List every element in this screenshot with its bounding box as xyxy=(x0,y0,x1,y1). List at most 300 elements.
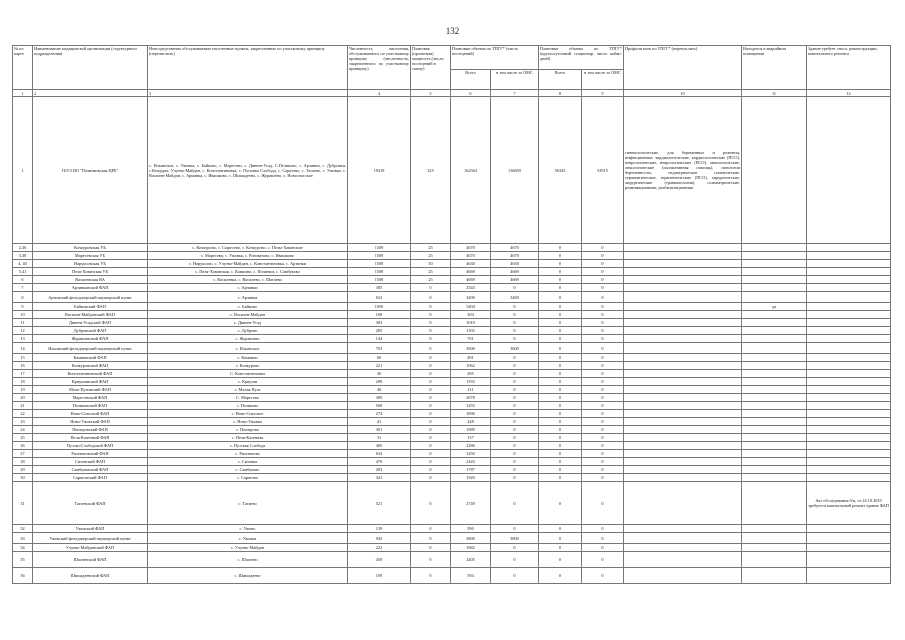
cell-visits-total: 1555 xyxy=(451,378,491,386)
cell-bed-profiles xyxy=(624,327,742,335)
cell-emergency xyxy=(742,544,807,552)
cell-num: 8 xyxy=(13,292,33,303)
cell-name: Арзинковский ФАП xyxy=(33,284,148,292)
cell-capacity: 0 xyxy=(411,394,451,402)
cell-visits-total: 2749 xyxy=(451,482,491,525)
cell-beddays-total: 0 xyxy=(539,458,582,466)
cell-num: 23 xyxy=(13,418,33,426)
cell-visits-oms: 0 xyxy=(491,426,539,434)
header-cell: Всего xyxy=(539,70,582,90)
cell-name: Ильинский фельдшерский-акушерский пункт xyxy=(33,343,148,354)
cell-emergency xyxy=(742,568,807,584)
cell-places: с. Тагаево xyxy=(148,482,348,525)
cell-capacity: 0 xyxy=(411,442,451,450)
cell-capacity: 0 xyxy=(411,458,451,466)
cell-emergency xyxy=(742,450,807,458)
cell-places: С. Маресево xyxy=(148,394,348,402)
table-row xyxy=(13,426,891,434)
cell-capacity: 0 xyxy=(411,354,451,362)
cell-visits-total: 248 xyxy=(451,418,491,426)
cell-visits-total: 5404 xyxy=(451,303,491,311)
cell-beddays-total: 0 xyxy=(539,370,582,378)
cell-bed-profiles xyxy=(624,418,742,426)
cell-population: 1050 xyxy=(348,303,411,311)
cell-bed-profiles xyxy=(624,442,742,450)
header-cell: Всего xyxy=(451,70,491,90)
cell-repair xyxy=(807,343,891,354)
cell-visits-total: 1920 xyxy=(451,474,491,482)
table-row xyxy=(13,252,891,260)
cell-name: Саратовский ФАП xyxy=(33,474,148,482)
cell-visits-oms: 0 xyxy=(491,319,539,327)
cell-num: 21 xyxy=(13,402,33,410)
cell-beddays-total: 0 xyxy=(539,442,582,450)
cell-population: 521 xyxy=(348,482,411,525)
cell-repair xyxy=(807,458,891,466)
cell-capacity: 0 xyxy=(411,343,451,354)
cell-bed-profiles xyxy=(624,343,742,354)
cell-bed-profiles xyxy=(624,276,742,284)
cell-name: Кочкуровская УБ xyxy=(33,244,148,252)
cell-num: 12 xyxy=(13,327,33,335)
cell-capacity: 0 xyxy=(411,426,451,434)
column-number: 7 xyxy=(491,90,539,97)
cell-beddays-oms: 0 xyxy=(582,474,624,482)
cell-capacity: 0 xyxy=(411,552,451,568)
cell-visits-oms: 4670 xyxy=(491,252,539,260)
cell-population: 400 xyxy=(348,442,411,450)
cell-places: с. Саратово xyxy=(148,474,348,482)
cell-capacity: 0 xyxy=(411,402,451,410)
cell-beddays-oms: 0 xyxy=(582,319,624,327)
cell-name: Пеликовский ФАП xyxy=(33,402,148,410)
cell-name: Шишадеевский ФАП xyxy=(33,568,148,584)
cell-num: 9 xyxy=(13,303,33,311)
table-row xyxy=(13,268,891,276)
cell-num: 4, 40 xyxy=(13,260,33,268)
cell-capacity: 25 xyxy=(411,276,451,284)
cell-emergency xyxy=(742,525,807,533)
cell-num: 26 xyxy=(13,442,33,450)
cell-capacity: 0 xyxy=(411,311,451,319)
cell-beddays-oms: 0 xyxy=(582,327,624,335)
cell-visits-oms: 0 xyxy=(491,327,539,335)
cell-population: 60 xyxy=(348,354,411,362)
cell-emergency xyxy=(742,284,807,292)
cell-num: 24 xyxy=(13,426,33,434)
cell-repair xyxy=(807,426,891,434)
table-row xyxy=(13,533,891,544)
cell-repair xyxy=(807,327,891,335)
cell-emergency xyxy=(742,458,807,466)
cell-emergency xyxy=(742,418,807,426)
cell-visits-total: 304 xyxy=(451,311,491,319)
cell-visits-total: 157 xyxy=(451,434,491,442)
cell-emergency xyxy=(742,268,807,276)
cell-population: 139 xyxy=(348,525,411,533)
cell-emergency xyxy=(742,260,807,268)
cell-places: с. Байково xyxy=(148,303,348,311)
cell-visits-oms: 4630 xyxy=(491,260,539,268)
cell-beddays-total: 0 xyxy=(539,362,582,370)
cell-places: с. Учуево-Майдан xyxy=(148,544,348,552)
cell-num: 31 xyxy=(13,482,33,525)
cell-num: 7 xyxy=(13,284,33,292)
cell-capacity: 325 xyxy=(411,97,451,244)
cell-places: с. Дивеев-Усад xyxy=(148,319,348,327)
cell-repair xyxy=(807,544,891,552)
cell-repair xyxy=(807,568,891,584)
cell-name: Журавлевский ФАП xyxy=(33,335,148,343)
cell-beddays-total: 0 xyxy=(539,268,582,276)
cell-name: Ужовский ФАП xyxy=(33,525,148,533)
cell-repair xyxy=(807,276,891,284)
cell-visits-total: 2405 xyxy=(451,552,491,568)
cell-capacity: 0 xyxy=(411,533,451,544)
cell-bed-profiles: гинекологические, для беременных и рожениц, инфекционные, кардиологические, кардиологические (ПСО), неврологические, неврологические (ПСО), онкологические, онкологические (паллиативная помощь), патологии беременности, педиатрические соматические, терапевтические, терапевтические (ПСО), хирургические, хирургические (травматология), психиатрические, реанимационные, реабилитационные xyxy=(624,97,742,244)
cell-beddays-total: 0 xyxy=(539,303,582,311)
cell-places: с. Ново-Ужовка xyxy=(148,418,348,426)
cell-beddays-total: 0 xyxy=(539,426,582,434)
cell-places: с. Кочкурово, с. Сыресево, с. Кочкурово, с. Пелы-Хованские xyxy=(148,244,348,252)
cell-places: с. Ризоватово xyxy=(148,450,348,458)
column-number: 3 xyxy=(148,90,348,97)
cell-beddays-total: 0 xyxy=(539,354,582,362)
cell-bed-profiles xyxy=(624,378,742,386)
cell-beddays-oms: 0 xyxy=(582,544,624,552)
cell-capacity: 0 xyxy=(411,525,451,533)
cell-places: с. Дуброво xyxy=(148,327,348,335)
cell-capacity: 25 xyxy=(411,268,451,276)
cell-name: Дивеев-Усадский ФАП xyxy=(33,319,148,327)
cell-visits-total: 2443 xyxy=(451,458,491,466)
cell-emergency xyxy=(742,276,807,284)
cell-name: Ризоватовский ФАП xyxy=(33,450,148,458)
cell-emergency xyxy=(742,442,807,450)
cell-num: 14 xyxy=(13,343,33,354)
cell-num: 18 xyxy=(13,378,33,386)
table-row xyxy=(13,466,891,474)
cell-beddays-oms: 0 xyxy=(582,378,624,386)
cell-visits-oms: 0 xyxy=(491,362,539,370)
cell-beddays-oms: 0 xyxy=(582,244,624,252)
cell-beddays-total: 0 xyxy=(539,450,582,458)
cell-emergency xyxy=(742,466,807,474)
cell-repair xyxy=(807,260,891,268)
cell-num: 10 xyxy=(13,311,33,319)
cell-visits-oms: 0 xyxy=(491,410,539,418)
cell-emergency xyxy=(742,292,807,303)
table-row xyxy=(13,343,891,354)
cell-beddays-oms: 0 xyxy=(582,276,624,284)
table-row xyxy=(13,450,891,458)
cell-capacity: 0 xyxy=(411,410,451,418)
cell-emergency xyxy=(742,335,807,343)
cell-name: Пеля-Казенный ФАП xyxy=(33,434,148,442)
cell-name: Самбуковский ФАП xyxy=(33,466,148,474)
cell-visits-oms: 0 xyxy=(491,335,539,343)
cell-visits-total: 1890 xyxy=(451,410,491,418)
cell-visits-oms: 0 xyxy=(491,303,539,311)
cell-beddays-total: 0 xyxy=(539,319,582,327)
cell-beddays-oms: 0 xyxy=(582,568,624,584)
cell-visits-oms: 4669 xyxy=(491,276,539,284)
cell-repair xyxy=(807,466,891,474)
cell-beddays-oms: 0 xyxy=(582,292,624,303)
cell-visits-oms: 0 xyxy=(491,394,539,402)
cell-repair xyxy=(807,252,891,260)
cell-num: 27 xyxy=(13,450,33,458)
cell-beddays-total: 56345 xyxy=(539,97,582,244)
cell-visits-total: 1682 xyxy=(451,544,491,552)
cell-name: Мало-Пузинский ФАП xyxy=(33,386,148,394)
cell-population: 283 xyxy=(348,466,411,474)
cell-capacity: 0 xyxy=(411,474,451,482)
cell-capacity: 0 xyxy=(411,335,451,343)
cell-places: с. Пеликово xyxy=(148,402,348,410)
column-number: 12 xyxy=(807,90,891,97)
cell-beddays-total: 0 xyxy=(539,343,582,354)
cell-num: 13 xyxy=(13,335,33,343)
table-row xyxy=(13,386,891,394)
cell-name: Арзинский фельдшерский-акушерский пункт xyxy=(33,292,148,303)
cell-beddays-total: 0 xyxy=(539,568,582,584)
table-row xyxy=(13,276,891,284)
cell-repair xyxy=(807,362,891,370)
cell-visits-total: 3250 xyxy=(451,450,491,458)
cell-population: 41 xyxy=(348,418,411,426)
column-number: 9 xyxy=(582,90,624,97)
cell-population: 385 xyxy=(348,284,411,292)
cell-repair xyxy=(807,354,891,362)
cell-places: с. Маресево, с. Ужовка, с. Ризоватово, с. Ивашково xyxy=(148,252,348,260)
cell-emergency xyxy=(742,319,807,327)
cell-bed-profiles xyxy=(624,319,742,327)
cell-visits-total: 2543 xyxy=(451,284,491,292)
cell-visits-oms: 3600 xyxy=(491,343,539,354)
cell-capacity: 0 xyxy=(411,450,451,458)
cell-name: Ситовский ФАП xyxy=(33,458,148,466)
cell-beddays-oms: 0 xyxy=(582,370,624,378)
cell-bed-profiles xyxy=(624,544,742,552)
cell-emergency xyxy=(742,244,807,252)
cell-places: с. Василевка, с. Василево, с. Шагаево xyxy=(148,276,348,284)
cell-population: 144 xyxy=(348,335,411,343)
cell-beddays-oms: 0 xyxy=(582,268,624,276)
column-number: 2 xyxy=(33,90,148,97)
cell-bed-profiles xyxy=(624,311,742,319)
cell-beddays-total: 0 xyxy=(539,410,582,418)
cell-emergency xyxy=(742,434,807,442)
cell-name: Константиновский ФАП xyxy=(33,370,148,378)
column-number: 4 xyxy=(348,90,411,97)
cell-beddays-oms: 0 xyxy=(582,552,624,568)
cell-beddays-total: 0 xyxy=(539,525,582,533)
cell-num: 15 xyxy=(13,354,33,362)
cell-bed-profiles xyxy=(624,568,742,584)
cell-visits-oms: 0 xyxy=(491,450,539,458)
cell-population: 285 xyxy=(348,327,411,335)
table-row xyxy=(13,394,891,402)
cell-beddays-total: 0 xyxy=(539,418,582,426)
cell-repair xyxy=(807,474,891,482)
cell-population: 109 xyxy=(348,568,411,584)
table-row xyxy=(13,525,891,533)
cell-visits-total: 2286 xyxy=(451,442,491,450)
cell-visits-oms: 136659 xyxy=(491,97,539,244)
cell-bed-profiles xyxy=(624,458,742,466)
cell-bed-profiles xyxy=(624,284,742,292)
facilities-table xyxy=(12,45,891,584)
cell-beddays-oms: 0 xyxy=(582,482,624,525)
cell-population: 703 xyxy=(348,343,411,354)
cell-emergency xyxy=(742,97,807,244)
table-row xyxy=(13,362,891,370)
cell-name: Ново-Ужовский ФАП xyxy=(33,418,148,426)
cell-population: 31 xyxy=(348,434,411,442)
column-number: 6 xyxy=(451,90,491,97)
cell-places: с. Наруксово, с. Учуево-Майдан, с. Константиновка, с. Арзинки xyxy=(148,260,348,268)
cell-repair xyxy=(807,335,891,343)
cell-population: 1508 xyxy=(348,260,411,268)
cell-population: 634 xyxy=(348,450,411,458)
cell-visits-total: 4669 xyxy=(451,276,491,284)
cell-beddays-oms: 0 xyxy=(582,418,624,426)
cell-capacity: 0 xyxy=(411,292,451,303)
cell-name: Кочкуровский ФАП xyxy=(33,362,148,370)
cell-repair xyxy=(807,319,891,327)
cell-bed-profiles xyxy=(624,402,742,410)
cell-emergency xyxy=(742,410,807,418)
cell-places: с. Пузская Слобода xyxy=(148,442,348,450)
cell-num: 11 xyxy=(13,319,33,327)
cell-beddays-oms: 0 xyxy=(582,525,624,533)
table-row xyxy=(13,319,891,327)
cell-visits-total: 285 xyxy=(451,370,491,378)
cell-beddays-total: 0 xyxy=(539,284,582,292)
cell-emergency xyxy=(742,386,807,394)
cell-visits-total: 491 xyxy=(451,354,491,362)
cell-places: с. Ужовка xyxy=(148,533,348,544)
cell-beddays-oms: 0 xyxy=(582,466,624,474)
cell-bed-profiles xyxy=(624,292,742,303)
cell-name: Пузско-Слободской ФАП xyxy=(33,442,148,450)
cell-name: Пеля-Хованская УБ xyxy=(33,268,148,276)
cell-bed-profiles xyxy=(624,525,742,533)
cell-emergency xyxy=(742,426,807,434)
column-number: 10 xyxy=(624,90,742,97)
table-row xyxy=(13,418,891,426)
cell-name: Василев-Майданский ФАП xyxy=(33,311,148,319)
cell-beddays-total: 0 xyxy=(539,394,582,402)
cell-beddays-total: 0 xyxy=(539,260,582,268)
cell-repair xyxy=(807,410,891,418)
cell-repair xyxy=(807,303,891,311)
cell-population: 341 xyxy=(348,474,411,482)
cell-name: Камкинский ФАП xyxy=(33,354,148,362)
cell-repair xyxy=(807,97,891,244)
cell-name: Василевская ВА xyxy=(33,276,148,284)
cell-population: 450 xyxy=(348,552,411,568)
cell-num: 32 xyxy=(13,525,33,533)
table-row xyxy=(13,303,891,311)
cell-beddays-total: 0 xyxy=(539,482,582,525)
cell-repair xyxy=(807,370,891,378)
cell-visits-oms: 0 xyxy=(491,466,539,474)
cell-visits-total: 4630 xyxy=(451,260,491,268)
cell-beddays-oms: 0 xyxy=(582,335,624,343)
header-cell: Непосредственно обслуживаемые населенные пункты, закрепленные по участковому принципу (перечислить) xyxy=(148,46,348,90)
table-row xyxy=(13,482,891,525)
cell-population: 274 xyxy=(348,410,411,418)
cell-capacity: 25 xyxy=(411,244,451,252)
cell-visits-total: 590 xyxy=(451,525,491,533)
cell-visits-oms: 0 xyxy=(491,544,539,552)
table-row xyxy=(13,458,891,466)
cell-visits-oms: 4670 xyxy=(491,244,539,252)
cell-places: с. Ильинское, с. Ужовка, с. Байково, с. Маресево, с. Дивеев-Усад, С.Пеликово, с. Арзинки, с. Дубровки, с.Кендуры, Учуево-Майдан, с. Константиновка, с. Пуповка Слобода, с. Саратово, с. Тагаево, с. Ужовка, с. Василев-Майдан, с. Арманка, с. Ивашково, с. Шишадеево, с. Журавлёво, с. Новоспасское xyxy=(148,97,348,244)
cell-bed-profiles xyxy=(624,268,742,276)
cell-emergency: да xyxy=(742,303,807,311)
table-row xyxy=(13,474,891,482)
cell-population: 1508 xyxy=(348,276,411,284)
cell-beddays-oms: 0 xyxy=(582,450,624,458)
cell-visits-total: 4669 xyxy=(451,268,491,276)
cell-population: 19418 xyxy=(348,97,411,244)
table-row xyxy=(13,335,891,343)
cell-visits-oms: 3400 xyxy=(491,292,539,303)
cell-population: 470 xyxy=(348,458,411,466)
cell-emergency xyxy=(742,370,807,378)
cell-places: с. Василев-Майдан xyxy=(148,311,348,319)
header-cell: Здание требует сноса, реконструкции, капитального ремонта xyxy=(807,46,891,90)
cell-places: с. Арзинки xyxy=(148,284,348,292)
cell-population: 301 xyxy=(348,426,411,434)
cell-name: Шагаевский ФАП xyxy=(33,552,148,568)
cell-visits-total: 701 xyxy=(451,335,491,343)
cell-visits-oms: 0 xyxy=(491,386,539,394)
cell-beddays-oms: 0 xyxy=(582,442,624,450)
header-cell: Плановые объемы по ТПГГ* (круглосуточный стационар, число койко-дней) xyxy=(539,46,624,70)
cell-capacity: 0 xyxy=(411,544,451,552)
cell-num: 22 xyxy=(13,410,33,418)
cell-places: с. Ужово xyxy=(148,525,348,533)
cell-repair xyxy=(807,268,891,276)
cell-bed-profiles xyxy=(624,482,742,525)
cell-name: Криушинский ФАП xyxy=(33,378,148,386)
cell-repair xyxy=(807,434,891,442)
cell-visits-total: 1989 xyxy=(451,426,491,434)
cell-population: 632 xyxy=(348,292,411,303)
cell-repair: Акт обследования б/н, от 24.10.2019 требуется капитальный ремонт здания ФАП xyxy=(807,482,891,525)
cell-visits-total: 4670 xyxy=(451,252,491,260)
cell-visits-total: 211 xyxy=(451,386,491,394)
table-row xyxy=(13,544,891,552)
cell-bed-profiles xyxy=(624,244,742,252)
cell-beddays-oms: 0 xyxy=(582,458,624,466)
cell-capacity: 0 xyxy=(411,370,451,378)
cell-bed-profiles xyxy=(624,434,742,442)
cell-population: 945 xyxy=(348,533,411,544)
cell-visits-total: 4670 xyxy=(451,244,491,252)
cell-places: с. Пеля-Хованская, с. Камкино, с. Починки, с. Самбуково xyxy=(148,268,348,276)
cell-name: Учуево-Майданский ФАП xyxy=(33,544,148,552)
cell-places: с. Самбуково xyxy=(148,466,348,474)
cell-capacity: 0 xyxy=(411,303,451,311)
table-row xyxy=(13,244,891,252)
cell-visits-oms: 0 xyxy=(491,458,539,466)
header-cell: Плановые объемы по ТПГГ* (число посещений) xyxy=(451,46,539,70)
